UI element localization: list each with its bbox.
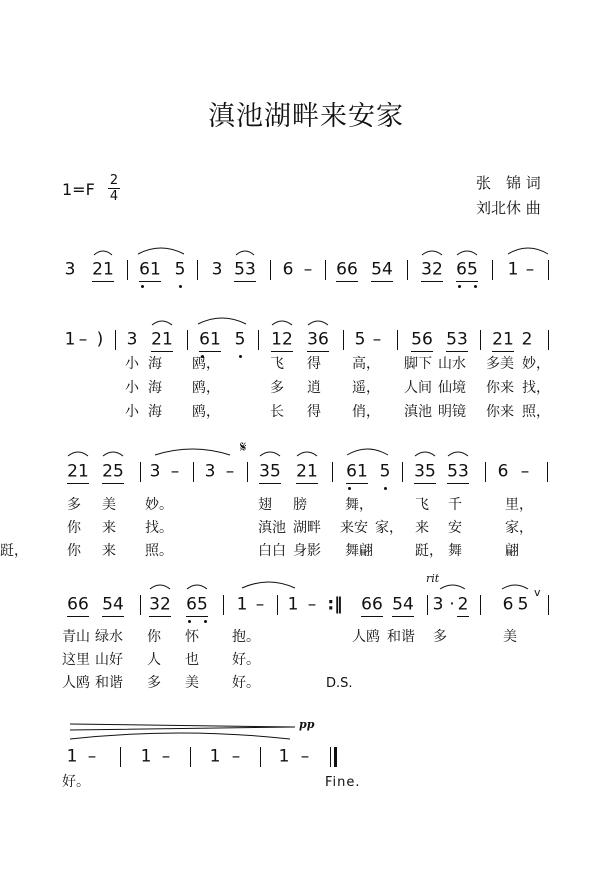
slur [236,251,254,255]
lyric-syllable: 得 [307,404,321,420]
lyric-syllable: 小 [125,356,139,372]
note: 5 [379,461,391,482]
slur [415,452,435,456]
lyric-syllable: 跹， [0,543,28,559]
note: – [307,594,317,615]
lyric-syllable: 飞 [270,356,284,372]
final-barline [330,747,331,767]
eighth-note-underline [234,281,256,282]
note: 3 [204,461,216,482]
slur [448,452,468,456]
eighth-note-underline [186,616,208,617]
barline [407,260,408,280]
barline [223,595,224,615]
note: 54 [392,594,414,615]
barline [402,462,403,482]
note: – [78,329,88,350]
lyric-syllable: 好。 [232,652,260,668]
lyricist-credit: 张 锦 词 [476,174,541,192]
note: – [372,329,382,350]
barline [247,462,248,482]
diminuendo-hairpin [70,724,295,730]
eighth-note-underline [149,616,171,617]
note: – [300,746,310,767]
note: 1 [278,746,290,767]
eighth-note-underline [457,616,469,617]
lyric-syllable: 千 [448,497,462,513]
note: 6 [497,461,509,482]
lyric-syllable: 照。 [145,543,173,559]
note: · [449,594,455,615]
note: 1 [236,594,248,615]
note: 21 [492,329,514,350]
lyric-syllable: 人鸥 [62,675,90,691]
eighth-note-underline [296,483,318,484]
lyric-syllable: 遥， [352,380,380,396]
lyric-syllable: 找， [522,380,550,396]
lyric-syllable: 海 [148,356,162,372]
lyric-syllable: 美 [185,675,199,691]
note: 53 [234,259,256,280]
slur [150,585,170,589]
final-barline [334,747,337,767]
slur [94,251,112,255]
eighth-note-underline [421,281,443,282]
dal-segno-marking: D.S. [326,676,353,691]
lyric-syllable: 俏， [352,404,380,420]
eighth-note-underline [102,616,124,617]
slur [260,452,280,456]
note: 6 [502,594,514,615]
note: – [225,461,235,482]
eighth-note-underline [411,351,433,352]
eighth-note-underline [92,281,114,282]
lyric-syllable: 多 [147,675,161,691]
barline [190,747,191,767]
note: 32 [149,594,171,615]
note: 36 [307,329,329,350]
barline [260,747,261,767]
lyric-syllable: 这里 [62,652,90,668]
note: – [87,746,97,767]
rit-marking: rit [426,572,440,585]
eighth-note-underline [307,351,329,352]
note: – [231,746,241,767]
barline [270,260,271,280]
lyric-syllable: 滇池 [258,520,286,536]
lyric-syllable: 照， [522,404,550,420]
eighth-note-underline [346,483,368,484]
barline [193,462,194,482]
barline [127,260,128,280]
note: 35 [259,461,281,482]
low-octave-dot [188,620,191,623]
note: 21 [67,461,89,482]
low-octave-dot [474,285,477,288]
eighth-note-underline [336,281,358,282]
note: 21 [296,461,318,482]
key-signature: 1=F [62,180,95,199]
lyric-syllable: 好。 [232,675,260,691]
slur [155,449,230,455]
note: 54 [371,259,393,280]
lyric-syllable: 翩 [505,543,519,559]
lyric-syllable: 膀 [293,497,307,513]
lyric-syllable: 你来 [486,380,514,396]
barline [485,462,486,482]
note: 5 [174,259,186,280]
barline [140,462,141,482]
lyric-syllable: 妙， [522,356,550,372]
barline [343,330,344,350]
lyric-syllable: 好。 [62,774,90,790]
low-octave-dot [239,355,242,358]
lyric-syllable: 来安 [340,520,368,536]
lyric-syllable: 和谐 [387,629,415,645]
note: 2 [457,594,469,615]
slur [152,321,172,325]
time-numerator: 2 [109,173,119,188]
barline [115,330,116,350]
barline [480,330,481,350]
eighth-note-underline [67,616,89,617]
slur [187,585,207,589]
lyric-syllable: 鸥， [192,356,220,372]
note: – [520,461,530,482]
note: 12 [271,329,293,350]
lyric-syllable: 里， [505,497,533,513]
repeat-end-barline: :‖ [327,594,343,615]
lyric-syllable: 舞翩 [345,543,373,559]
lyric-syllable: 妙。 [145,497,173,513]
lyric-syllable: 人 [147,652,161,668]
eighth-note-underline [447,483,469,484]
slur [308,321,328,325]
slur [103,452,123,456]
note: 1 [209,746,221,767]
barline [258,330,259,350]
lyric-syllable: 来 [102,520,116,536]
lyric-syllable: 抱。 [232,629,260,645]
eighth-note-underline [102,483,124,484]
lyric-syllable: 跹， [415,543,443,559]
lyric-syllable: 明镜 [438,404,466,420]
lyric-syllable: 来 [415,520,429,536]
lyric-syllable: 鸥， [192,404,220,420]
note: 1 [140,746,152,767]
note: 3 [64,259,76,280]
note: – [303,259,313,280]
slur [502,585,528,589]
note: 32 [421,259,443,280]
lyric-syllable: 翅 [258,497,272,513]
barline [277,595,278,615]
lyric-syllable: 你 [67,543,81,559]
note: 61 [199,329,221,350]
low-octave-dot [179,285,182,288]
barline [548,595,549,615]
note: 6 [282,259,294,280]
eighth-note-underline [446,351,468,352]
fine-marking: Fine. [325,775,361,790]
note: 66 [67,594,89,615]
lyric-syllable: 仙境 [438,380,466,396]
note: 66 [336,259,358,280]
note: – [255,594,265,615]
lyric-syllable: 多 [67,497,81,513]
song-title: 滇池湖畔来安家 [208,101,404,132]
slur [70,733,290,739]
note: 3 [211,259,223,280]
slur [347,449,388,455]
lyric-syllable: 多 [270,380,284,396]
lyric-syllable: 找。 [145,520,173,536]
eighth-note-underline [199,351,221,352]
breath-mark: v [534,586,541,599]
note: 65 [186,594,208,615]
note: 3 [149,461,161,482]
note: 56 [411,329,433,350]
note: 61 [139,259,161,280]
segno-sign: 𝄋 [240,438,247,456]
eighth-note-underline [259,483,281,484]
slur [440,585,465,589]
lyric-syllable: 身影 [293,543,321,559]
eighth-note-underline [492,351,514,352]
lyric-syllable: 海 [148,404,162,420]
note: 2 [521,329,533,350]
lyric-syllable: 和谐 [95,675,123,691]
slur [457,251,477,255]
lyric-syllable: 多 [433,629,447,645]
low-octave-dot [141,285,144,288]
barline [397,330,398,350]
note: 1 [64,329,76,350]
slur [242,582,295,588]
slur [198,318,246,324]
note: 1 [66,746,78,767]
barline [187,330,188,350]
note: 5 [234,329,246,350]
eighth-note-underline [271,351,293,352]
lyric-syllable: 得 [307,356,321,372]
lyric-syllable: 安 [448,520,462,536]
low-octave-dot [458,285,461,288]
note: 54 [102,594,124,615]
barline [140,595,141,615]
lyric-syllable: 你 [67,520,81,536]
note: 3 [126,329,138,350]
lyric-syllable: 舞， [345,497,373,513]
slur [422,251,442,255]
slur [138,248,184,254]
note: 21 [151,329,173,350]
lyric-syllable: 逍 [307,380,321,396]
lyric-syllable: 山水 [438,356,466,372]
lyric-syllable: 山好 [95,652,123,668]
low-octave-dot [348,487,351,490]
lyric-syllable: 滇池 [404,404,432,420]
eighth-note-underline [67,483,89,484]
slur [68,452,88,456]
note: 25 [102,461,124,482]
slur [508,248,548,254]
note: ) [96,329,104,350]
pianissimo-marking: pp [299,718,315,731]
low-octave-dot [204,620,207,623]
composer-credit: 刘北休 曲 [476,199,541,217]
lyric-syllable: 长 [270,404,284,420]
note: – [170,461,180,482]
eighth-note-underline [361,616,383,617]
slur [272,321,292,325]
lyric-syllable: 怀 [185,629,199,645]
note: 1 [507,259,519,280]
eighth-note-underline [371,281,393,282]
note: 66 [361,594,383,615]
lyric-syllable: 高， [352,356,380,372]
lyric-syllable: 美 [503,629,517,645]
lyric-syllable: 海 [148,380,162,396]
lyric-syllable: 湖畔 [293,520,321,536]
lyric-syllable: 家， [375,520,403,536]
lyric-syllable: 舞 [448,543,462,559]
note: – [525,259,535,280]
lyric-syllable: 也 [185,652,199,668]
time-denominator: 4 [109,189,119,204]
lyric-syllable: 白白 [258,543,286,559]
note: 65 [456,259,478,280]
note: 53 [447,461,469,482]
barline [480,595,481,615]
note: 1 [287,594,299,615]
barline [548,260,549,280]
note: 21 [92,259,114,280]
lyric-syllable: 家， [505,520,533,536]
lyric-syllable: 飞 [415,497,429,513]
note: 5 [517,594,529,615]
lyric-syllable: 绿水 [95,629,123,645]
note: 3 [432,594,444,615]
eighth-note-underline [139,281,161,282]
barline [492,260,493,280]
note: 53 [446,329,468,350]
lyric-syllable: 人间 [404,380,432,396]
lyric-syllable: 青山 [62,629,90,645]
barline [120,747,121,767]
lyric-syllable: 脚下 [404,356,432,372]
lyric-syllable: 鸥， [192,380,220,396]
lyric-syllable: 美 [102,497,116,513]
lyric-syllable: 小 [125,404,139,420]
barline [325,260,326,280]
note: 61 [346,461,368,482]
note: 35 [414,461,436,482]
slur [297,452,317,456]
lyric-syllable: 小 [125,380,139,396]
lyric-syllable: 多美 [486,356,514,372]
barline [547,462,548,482]
note: 5 [354,329,366,350]
note: – [161,746,171,767]
eighth-note-underline [151,351,173,352]
lyric-syllable: 人鸥 [352,629,380,645]
barline [548,330,549,350]
eighth-note-underline [414,483,436,484]
barline [427,595,428,615]
low-octave-dot [384,487,387,490]
barline [197,260,198,280]
barline [332,462,333,482]
lyric-syllable: 你 [147,629,161,645]
eighth-note-underline [392,616,414,617]
eighth-note-underline [456,281,478,282]
lyric-syllable: 来 [102,543,116,559]
lyric-syllable: 你来 [486,404,514,420]
